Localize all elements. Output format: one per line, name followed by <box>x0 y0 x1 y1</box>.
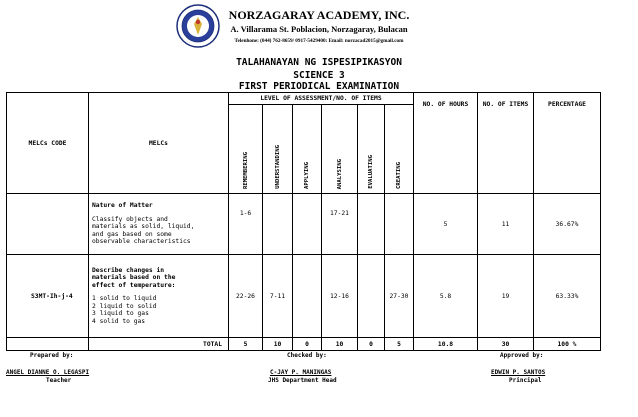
doc-subject: SCIENCE 3 <box>293 70 345 81</box>
total-creating: 5 <box>385 338 414 351</box>
row-melc: Nature of Matter Classify objects and materials as solid, liquid, and gas based on some observable characteristics <box>89 194 229 255</box>
header-analysing: ANALYSING <box>322 105 358 194</box>
row-melc: Describe changes in materials based on the effect of temperature: 1 solid to liquid 2 liquid to solid 3 liquid to gas 4 solid to gas <box>89 255 229 338</box>
prepared-name: ANGEL DIANNE O. LEGASPI <box>6 369 90 376</box>
header-level-group: LEVEL OF ASSESSMENT/NO. OF ITEMS <box>229 93 414 105</box>
total-understanding: 10 <box>263 338 293 351</box>
cell-evaluating <box>358 255 385 338</box>
checked-position: JHS Department Head <box>268 377 337 384</box>
cell-hours: 5 <box>414 194 478 255</box>
melc-topic: Nature of Matter <box>92 202 153 210</box>
header-remembering: REMEMBERING <box>229 105 263 194</box>
cell-evaluating <box>358 194 385 255</box>
cell-applying <box>293 255 322 338</box>
row-code: S3MT-Ih-j-4 <box>7 255 89 338</box>
header-applying: APPLYING <box>293 105 322 194</box>
doc-title: TALAHANAYAN NG ISPESIPIKASYON <box>236 57 402 68</box>
doc-exam: FIRST PERIODICAL EXAMINATION <box>238 81 400 92</box>
total-percentage: 100 % <box>534 338 601 351</box>
total-row <box>7 338 601 351</box>
cell-hours: 5.8 <box>414 255 478 338</box>
total-applying: 0 <box>293 338 322 351</box>
header-understanding: UNDERSTANDING <box>263 105 293 194</box>
header-hours: NO. OF HOURS <box>414 93 478 194</box>
cell-percentage: 63.33% <box>534 255 601 338</box>
approved-position: Principal <box>509 377 542 384</box>
total-evaluating: 0 <box>358 338 385 351</box>
total-analysing: 10 <box>322 338 358 351</box>
total-hours: 10.8 <box>414 338 478 351</box>
total-label: TOTAL <box>89 338 229 351</box>
cell-remembering: 1-6 <box>229 194 263 255</box>
table-row <box>7 194 601 255</box>
cell-creating: 27-30 <box>385 255 414 338</box>
total-items: 30 <box>478 338 534 351</box>
cell-understanding <box>263 194 293 255</box>
cell-creating <box>385 194 414 255</box>
header-creating: CREATING <box>385 105 414 194</box>
header-melcs-code: MELCs CODE <box>7 93 89 194</box>
header-percentage: PERCENTAGE <box>534 93 601 194</box>
cell-understanding: 7-11 <box>263 255 293 338</box>
prepared-label: Prepared by: <box>30 352 74 359</box>
header-melcs: MELCs <box>89 93 229 194</box>
row-code <box>7 194 89 255</box>
cell-remembering: 22-26 <box>229 255 263 338</box>
checked-label: Checked by: <box>287 352 327 359</box>
header-items: NO. OF ITEMS <box>478 93 534 194</box>
cell-applying <box>293 194 322 255</box>
cell-items: 19 <box>478 255 534 338</box>
cell-percentage: 36.67% <box>534 194 601 255</box>
specification-table <box>6 92 601 351</box>
table-row <box>7 255 601 338</box>
header-evaluating: EVALUATING <box>358 105 385 194</box>
approved-name: EDWIN P. SANTOS <box>491 369 546 376</box>
cell-analysing: 17-21 <box>322 194 358 255</box>
total-remembering: 5 <box>229 338 263 351</box>
cell-analysing: 12-16 <box>322 255 358 338</box>
cell-items: 11 <box>478 194 534 255</box>
school-name: NORZAGARAY ACADEMY, INC. <box>228 8 410 22</box>
prepared-position: Teacher <box>46 377 72 384</box>
school-contact: Telenhone: (044) 762-8659/ 0917-5429400: Email: norzacad2015@gmail.com <box>234 38 404 44</box>
school-address: A. Villarama St. Poblacion, Norzagaray, Bulacan <box>230 24 408 34</box>
checked-name: C-JAY P. MANINGAS <box>270 369 332 376</box>
approved-label: Approved by: <box>500 352 544 359</box>
